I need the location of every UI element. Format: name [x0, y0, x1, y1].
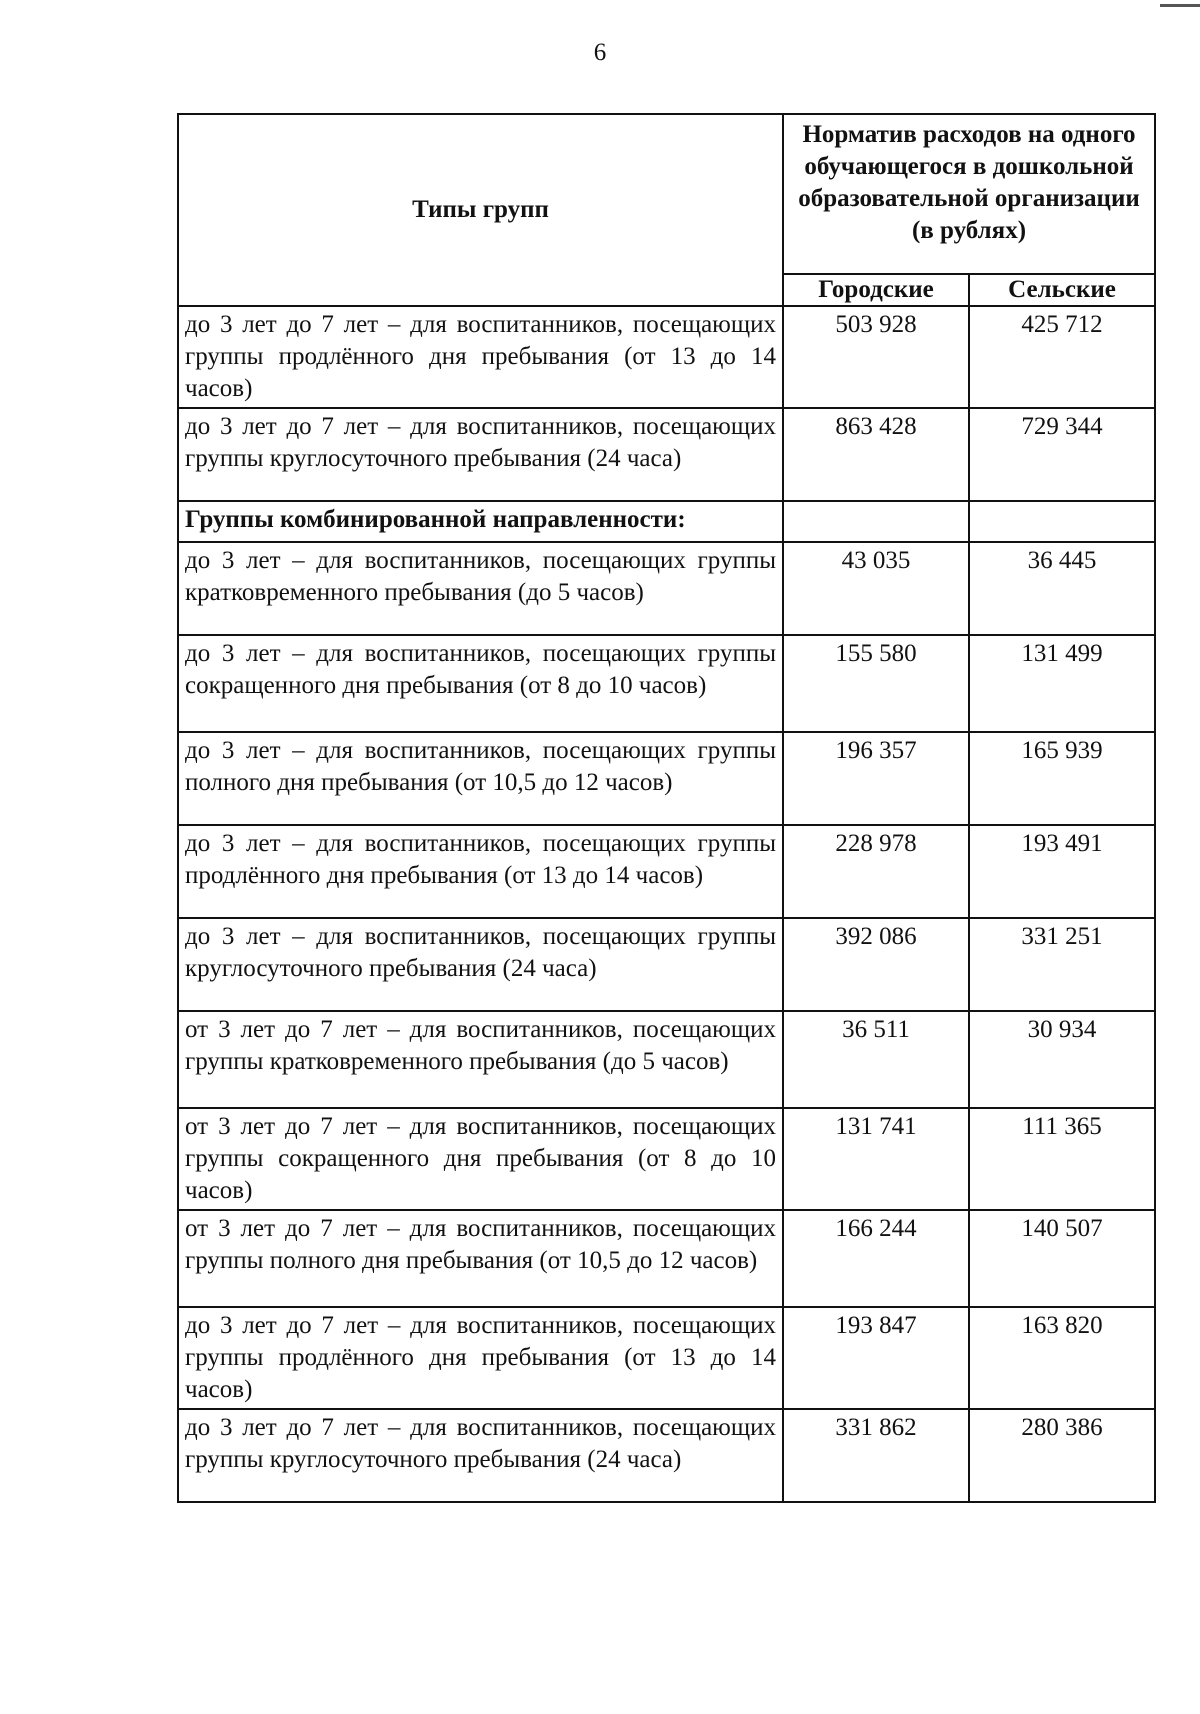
- city-value-cell: 36 511: [783, 1011, 969, 1108]
- group-type-cell: до 3 лет – для воспитанников, посещающих группы кратковременного пребывания (до 5 часов): [178, 542, 783, 635]
- city-value-cell: 193 847: [783, 1307, 969, 1409]
- header-city: Городские: [783, 274, 969, 306]
- table-row: [178, 1409, 1155, 1502]
- rural-value-cell: 111 365: [969, 1108, 1155, 1210]
- table-row: [178, 1307, 1155, 1409]
- group-type-cell: от 3 лет до 7 лет – для воспитанников, посещающих группы сокращенного дня пребывания (от 8 до 10 часов): [178, 1108, 783, 1210]
- header-rural: Сельские: [969, 274, 1155, 306]
- group-type-cell: от 3 лет до 7 лет – для воспитанников, посещающих группы полного дня пребывания (от 10,5 до 12 часов): [178, 1210, 783, 1307]
- rural-value-cell: 165 939: [969, 732, 1155, 825]
- group-type-cell: до 3 лет – для воспитанников, посещающих группы сокращенного дня пребывания (от 8 до 10 часов): [178, 635, 783, 732]
- rural-value-cell: 280 386: [969, 1409, 1155, 1502]
- cost-norm-table: [177, 113, 1156, 1503]
- rural-value-cell: 36 445: [969, 542, 1155, 635]
- table-row: [178, 918, 1155, 1011]
- city-value-cell: 131 741: [783, 1108, 969, 1210]
- page-number: 6: [593, 39, 607, 66]
- table-row: [178, 1011, 1155, 1108]
- section-header-row: [178, 501, 1155, 542]
- rural-value-cell: 425 712: [969, 306, 1155, 408]
- scan-mark: [1160, 4, 1200, 7]
- rural-value-cell: 163 820: [969, 1307, 1155, 1409]
- city-value-cell: 392 086: [783, 918, 969, 1011]
- table-row: [178, 635, 1155, 732]
- group-type-cell: до 3 лет до 7 лет – для воспитанников, посещающих группы круглосуточного пребывания (24 часа): [178, 1409, 783, 1502]
- group-type-cell: до 3 лет до 7 лет – для воспитанников, посещающих группы продлённого дня пребывания (от 13 до 14 часов): [178, 306, 783, 408]
- city-value-cell: 228 978: [783, 825, 969, 918]
- table-row: [178, 825, 1155, 918]
- city-value-cell: 43 035: [783, 542, 969, 635]
- rural-value-cell: 729 344: [969, 408, 1155, 501]
- empty-cell: [783, 501, 969, 542]
- table-row: [178, 1108, 1155, 1210]
- city-value-cell: 166 244: [783, 1210, 969, 1307]
- group-type-cell: до 3 лет до 7 лет – для воспитанников, посещающих группы круглосуточного пребывания (24 часа): [178, 408, 783, 501]
- city-value-cell: 155 580: [783, 635, 969, 732]
- group-type-cell: от 3 лет до 7 лет – для воспитанников, посещающих группы кратковременного пребывания (до 5 часов): [178, 1011, 783, 1108]
- rural-value-cell: 140 507: [969, 1210, 1155, 1307]
- city-value-cell: 331 862: [783, 1409, 969, 1502]
- table-row: [178, 732, 1155, 825]
- section-title: Группы комбинированной направленности:: [178, 501, 783, 542]
- empty-cell: [969, 501, 1155, 542]
- group-type-cell: до 3 лет – для воспитанников, посещающих группы круглосуточного пребывания (24 часа): [178, 918, 783, 1011]
- group-type-cell: до 3 лет – для воспитанников, посещающих группы полного дня пребывания (от 10,5 до 12 часов): [178, 732, 783, 825]
- header-group-types: Типы групп: [178, 114, 783, 306]
- table-row: [178, 408, 1155, 501]
- city-value-cell: 196 357: [783, 732, 969, 825]
- table-row: [178, 1210, 1155, 1307]
- rural-value-cell: 131 499: [969, 635, 1155, 732]
- table-row: [178, 306, 1155, 408]
- table-header-row: [178, 114, 1155, 274]
- rural-value-cell: 331 251: [969, 918, 1155, 1011]
- rural-value-cell: 30 934: [969, 1011, 1155, 1108]
- group-type-cell: до 3 лет до 7 лет – для воспитанников, посещающих группы продлённого дня пребывания (от 13 до 14 часов): [178, 1307, 783, 1409]
- group-type-cell: до 3 лет – для воспитанников, посещающих группы продлённого дня пребывания (от 13 до 14 часов): [178, 825, 783, 918]
- rural-value-cell: 193 491: [969, 825, 1155, 918]
- table-row: [178, 542, 1155, 635]
- city-value-cell: 863 428: [783, 408, 969, 501]
- city-value-cell: 503 928: [783, 306, 969, 408]
- header-cost-norm: Норматив расходов на одного обучающегося в дошкольной образовательной организации (в рублях): [783, 114, 1155, 274]
